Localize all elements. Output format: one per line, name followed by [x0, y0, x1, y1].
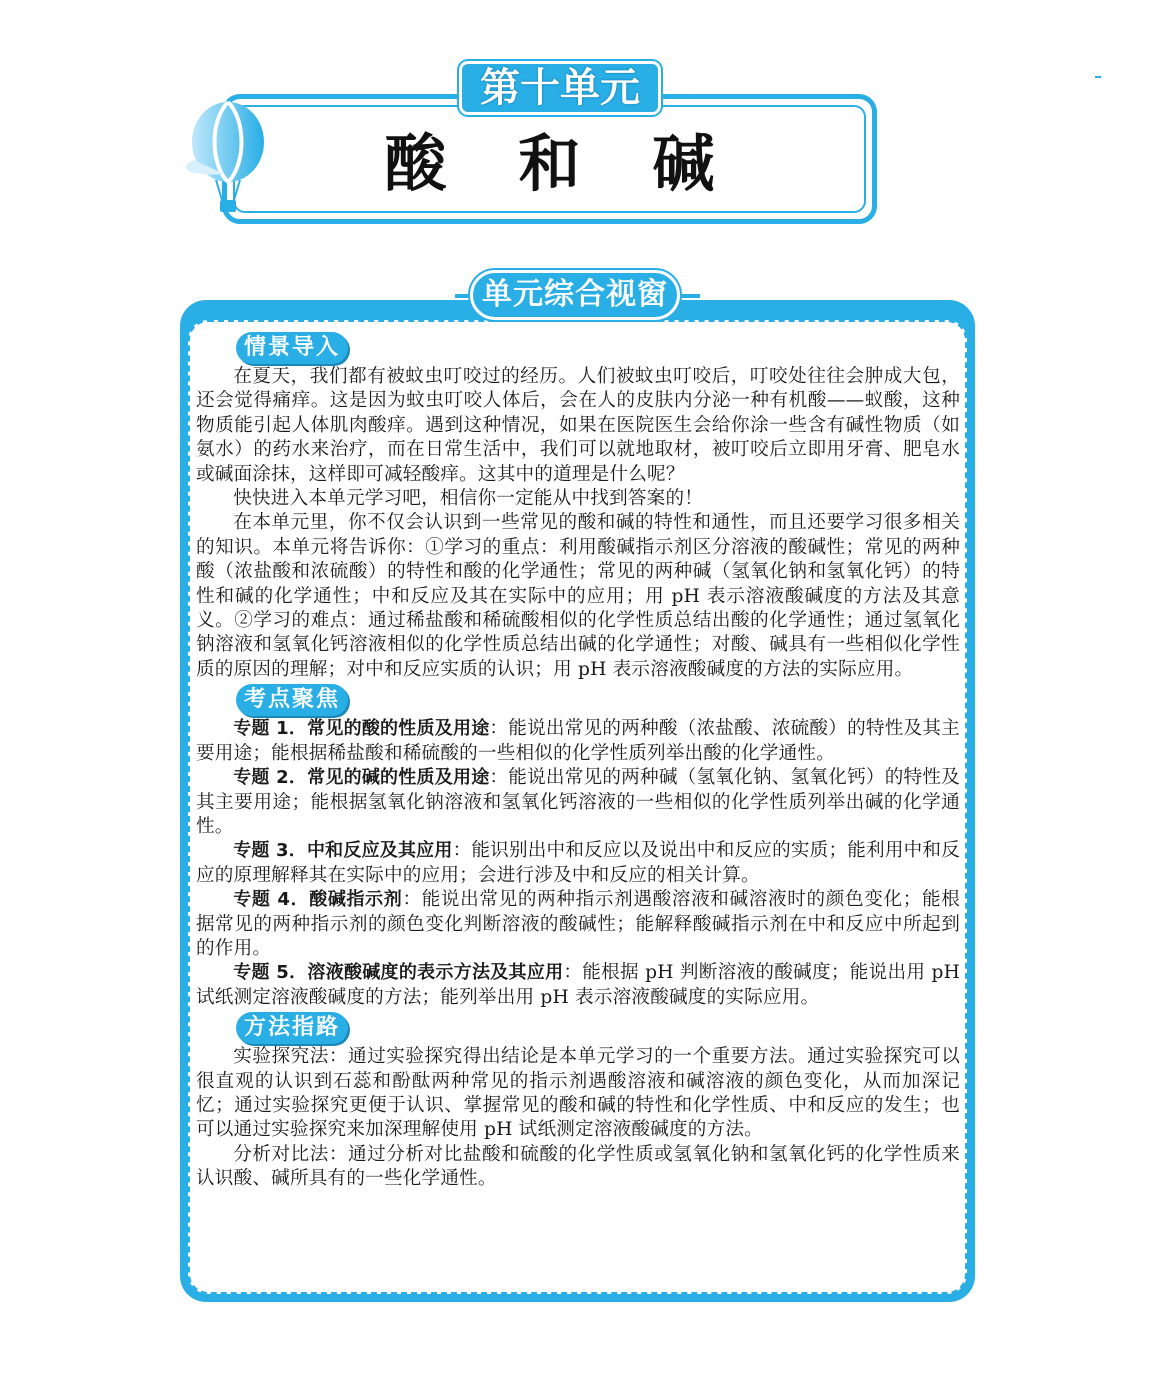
- topic-item: [196, 839, 960, 888]
- topic-heading: 专题 5．溶液酸碱度的表示方法及其应用: [233, 962, 564, 984]
- paragraph: 在本单元里，你不仅会认识到一些常见的酸和碱的特性和通性，而且还要学习很多相关的知识。本单元将告诉你：①学习的重点：利用酸碱指示剂区分溶液的酸碱性；常见的两种酸（浓盐酸和浓硫酸）的特性和酸的化学通性；常见的两种碱（氢氧化钠和氢氧化钙）的特性和碱的化学通性；中和反应及其在实际中的应用；用 pH 表示溶液酸碱度的方法及其意义。②学习的难点：通过稀盐酸和稀硫酸相似的化学性质总结出酸的化学通性；通过氢氧化钠溶液和氢氧化钙溶液相似的化学性质总结出碱的化学通性；对酸、碱具有一些相似化学性质的原因的理解；对中和反应实质的认识；用 pH 表示溶液酸碱度的方法的实际应用。: [196, 512, 960, 680]
- topic-text: ：能根据 pH 判断溶液的酸碱度；能说出用 pH 试纸测定溶液酸碱度的方法；能列举出用 pH 表示溶液酸碱度的实际应用。: [196, 962, 960, 1008]
- topic-item: [196, 766, 960, 839]
- topic-text: ：能说出常见的两种酸（浓盐酸、浓硫酸）的特性及其主要用途；能根据稀盐酸和稀硫酸的一些相似的化学性质列举出酸的化学通性。: [196, 718, 960, 764]
- topic-heading: 专题 1．常见的酸的性质及用途: [233, 718, 490, 740]
- unit-label: 第十单元: [462, 64, 658, 112]
- title-frame: [222, 94, 877, 224]
- paragraph: 在夏天，我们都有被蚊虫叮咬过的经历。人们被蚊虫叮咬后，叮咬处往往会肿成大包，还会觉得痛痒。这是因为蚊虫叮咬人体后，会在人的皮肤内分泌一种有机酸——蚁酸，这种物质能引起人体肌肉酸痒。遇到这种情况，如果在医院医生会给你涂一些含有碱性物质（如氨水）的药水来治疗，而在日常生活中，我们可以就地取材，被叮咬后立即用牙膏、肥皂水或碱面涂抹，这样即可减轻酸痒。这其中的道理是什么呢？: [196, 366, 960, 485]
- topic-heading: 专题 3．中和反应及其应用: [233, 840, 453, 862]
- page-title: 酸和碱: [384, 127, 787, 200]
- section-title-method: 方法指路: [236, 1012, 348, 1044]
- topic-text: ：能说出常见的两种碱（氢氧化钠、氢氧化钙）的特性及其主要用途；能根据氢氧化钠溶液和氢氧化钙溶液的一些相似的化学性质列举出碱的化学通性。: [196, 767, 960, 837]
- paragraph: 分析对比法：通过分析对比盐酸和硫酸的化学性质或氢氧化钠和氢氧化钙的化学性质来认识酸、碱所具有的一些化学通性。: [196, 1143, 960, 1190]
- panel-content: [196, 330, 960, 1192]
- hot-air-balloon-icon: [180, 100, 270, 220]
- corner-mark: [1095, 76, 1101, 78]
- topic-item: [196, 888, 960, 961]
- section-title-focus: 考点聚焦: [236, 684, 348, 716]
- topic-heading: 专题 4．酸碱指示剂: [233, 889, 403, 911]
- paragraph: 实验探究法：通过实验探究得出结论是本单元学习的一个重要方法。通过实验探究可以很直观的认识到石蕊和酚酞两种常见的指示剂遇酸溶液和碱溶液的颜色变化，从而加深记忆；通过实验探究更便于认识、掌握常见的酸和碱的特性和化学性质、中和反应的发生；也可以通过实验探究来加深理解使用 pH 试纸测定溶液酸碱度的方法。: [196, 1046, 960, 1141]
- panel-title: 单元综合视窗: [470, 270, 680, 320]
- section-title-scene: 情景导入: [236, 332, 348, 364]
- topic-item: [196, 961, 960, 1010]
- topic-text: ：能识别出中和反应以及说出中和反应的实质；能利用中和反应的原理解释其在实际中的应用；会进行涉及中和反应的相关计算。: [196, 840, 961, 886]
- topic-item: [196, 717, 960, 766]
- paragraph: 快快进入本单元学习吧，相信你一定能从中找到答案的！: [233, 488, 704, 510]
- topic-heading: 专题 2．常见的碱的性质及用途: [233, 767, 490, 789]
- topic-text: ：能说出常见的两种指示剂遇酸溶液和碱溶液时的颜色变化；能根据常见的两种指示剂的颜色变化判断溶液的酸碱性；能解释酸碱指示剂在中和反应中所起到的作用。: [196, 889, 960, 959]
